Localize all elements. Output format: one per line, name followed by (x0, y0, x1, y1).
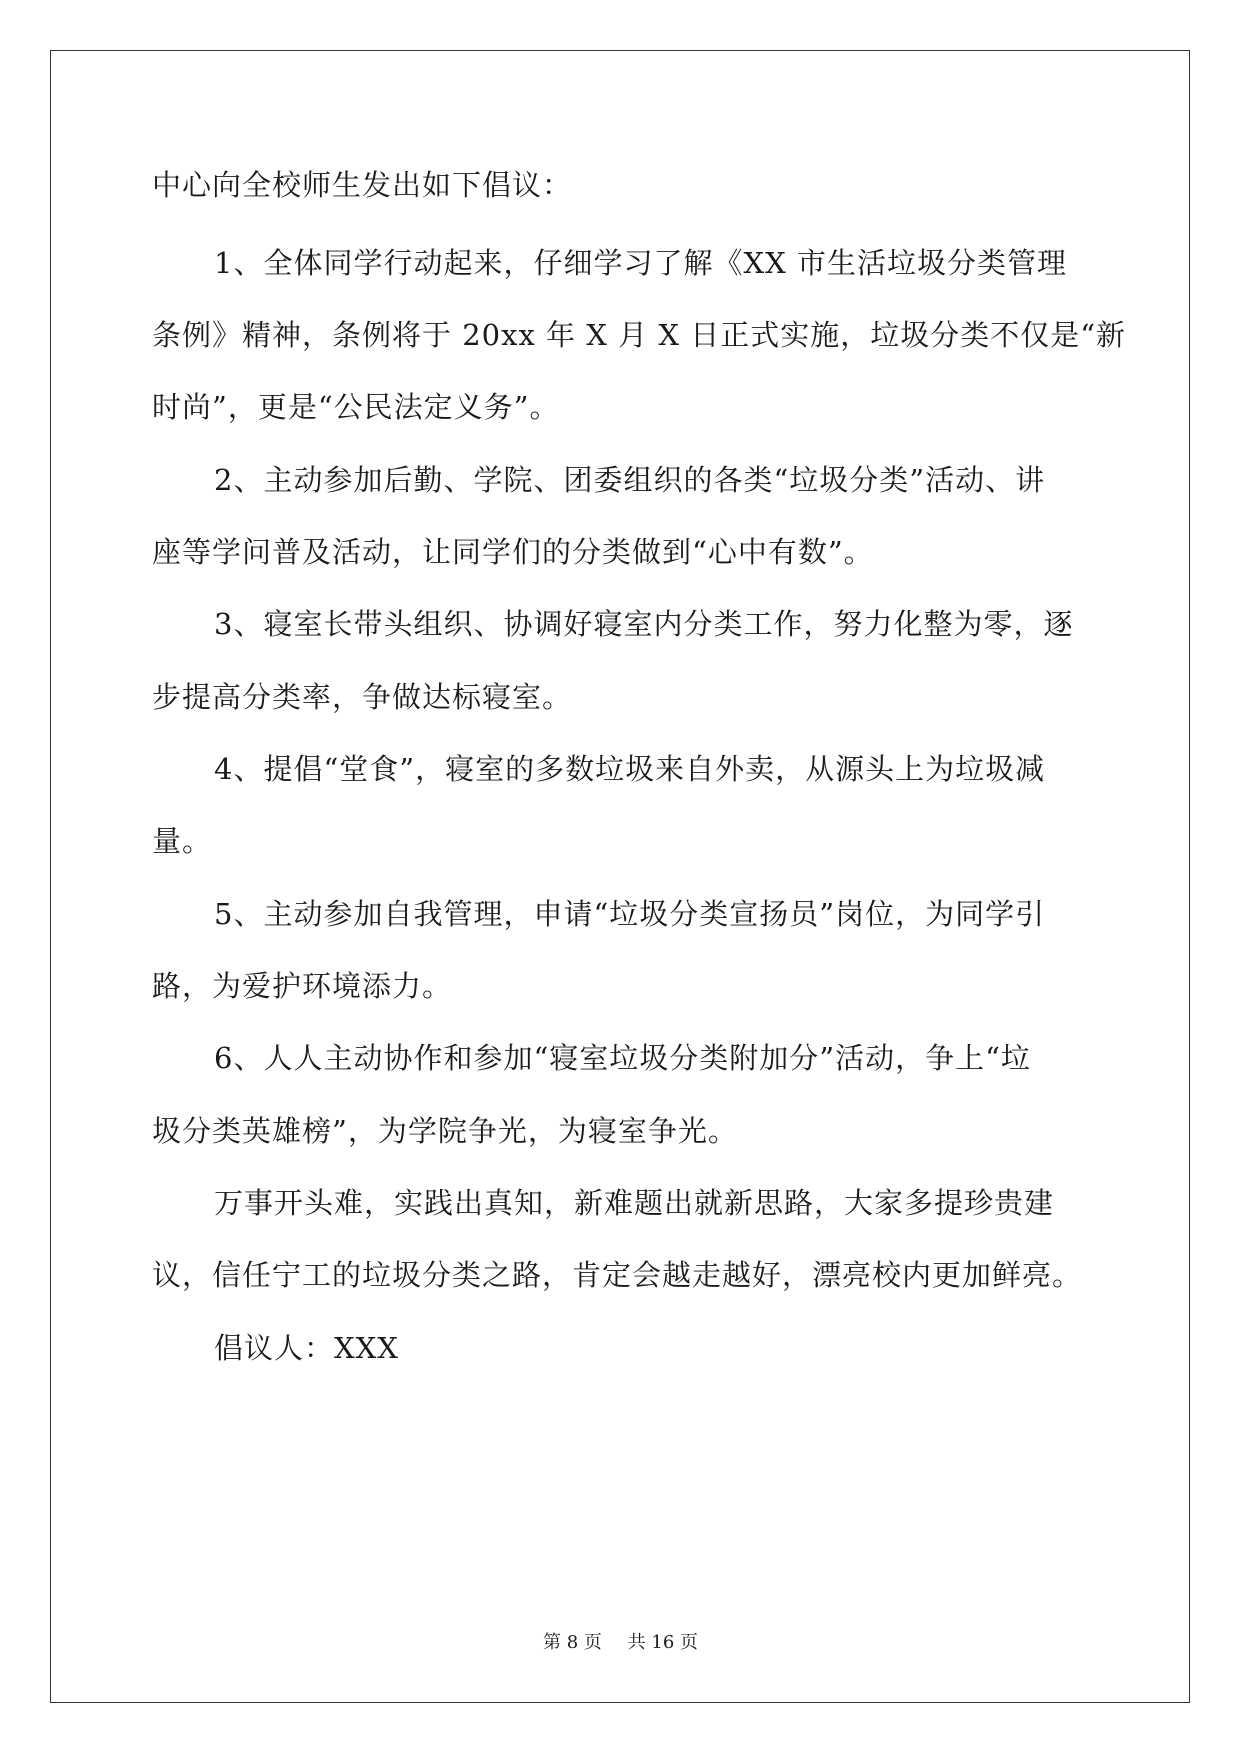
text-line: 时尚”，更是“公民法定义务”。 (152, 390, 560, 424)
page-number-total: 共 16 页 (627, 1632, 698, 1653)
text-line: 中心向全校师生发出如下倡议： (152, 168, 573, 202)
text-line: 5、主动参加自我管理，申请“垃圾分类宣扬员”岗位，为同学引 (214, 897, 1046, 931)
signature-line: 倡议人：XXX (214, 1331, 399, 1365)
text-line: 4、提倡“堂食”，寝室的多数垃圾来自外卖，从源头上为垃圾减 (214, 752, 1046, 786)
text-line: 步提高分类率，争做达标寝室。 (152, 680, 573, 714)
text-line: 路，为爱护环境添力。 (152, 969, 453, 1003)
text-line: 议，信任宁工的垃圾分类之路，肯定会越走越好，漂亮校内更加鲜亮。 (152, 1258, 1083, 1292)
page-footer (0, 1628, 1241, 1654)
text-line: 座等学问普及活动，让同学们的分类做到“心中有数”。 (152, 535, 874, 569)
text-line: 万事开头难，实践出真知，新难题出就新思路，大家多提珍贵建 (214, 1186, 1055, 1220)
text-line: 1、全体同学行动起来，仔细学习了解《XX 市生活垃圾分类管理 (214, 246, 1067, 280)
page-number-current: 第 8 页 (543, 1632, 602, 1653)
text-line: 2、主动参加后勤、学院、团委组织的各类“垃圾分类”活动、讲 (214, 463, 1046, 497)
text-line: 圾分类英雄榜”，为学院争光，为寝室争光。 (152, 1114, 738, 1148)
text-line: 6、人人主动协作和参加“寝室垃圾分类附加分”活动，争上“垃 (214, 1041, 1031, 1075)
text-line: 量。 (152, 824, 213, 858)
text-line: 条例》精神，条例将于 20xx 年 X 月 X 日正式实施，垃圾分类不仅是“新 (152, 318, 1127, 352)
page-border (50, 50, 1190, 1703)
text-line: 3、寝室长带头组织、协调好寝室内分类工作，努力化整为零，逐 (214, 607, 1074, 641)
